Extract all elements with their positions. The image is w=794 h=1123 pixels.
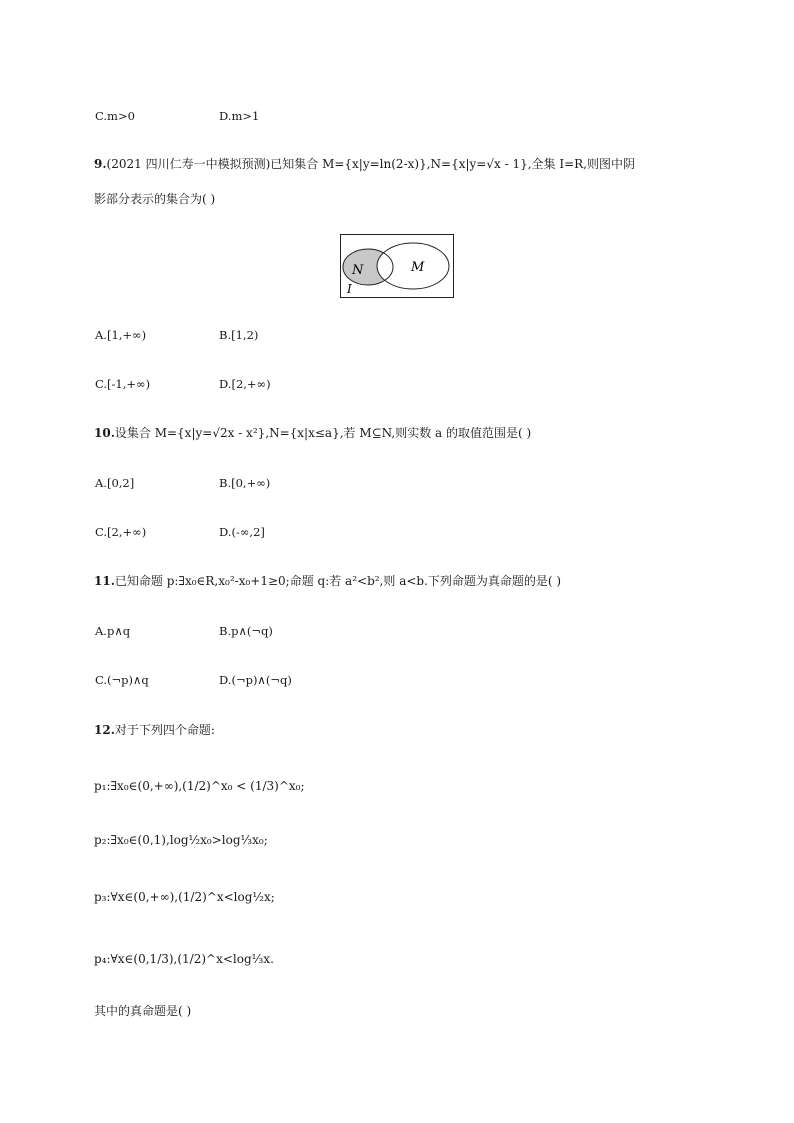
question-9-number: 9. xyxy=(94,157,107,171)
q10-option-a: A.[0,2] xyxy=(95,476,135,490)
question-11 xyxy=(94,573,561,589)
q9-option-b: B.[1,2) xyxy=(219,328,259,342)
question-12 xyxy=(94,722,215,738)
venn-label-i: I xyxy=(347,282,352,296)
q9-option-c: C.[-1,+∞) xyxy=(95,377,151,391)
question-11-text: 已知命题 p:∃x₀∈R,x₀²-x₀+1≥0;命题 q:若 a²<b²,则 a<b.下列命题为真命题的是( ) xyxy=(114,574,562,588)
proposition-p3: p₃:∀x∈(0,+∞),(1/2)^x<log½x; xyxy=(94,890,275,904)
option-c: C.m>0 xyxy=(95,109,135,123)
q10-option-d: D.(-∞,2] xyxy=(219,525,265,539)
question-9-line-1 xyxy=(94,156,635,172)
question-12-intro: 对于下列四个命题: xyxy=(114,723,215,737)
q11-option-b: B.p∧(¬q) xyxy=(219,624,273,638)
question-9-text-1: (2021 四川仁寿一中模拟预测)已知集合 M={x|y=ln(2-x)},N={x|y=√x - 1},全集 I=R,则图中阴 xyxy=(106,157,635,171)
q9-option-a: A.[1,+∞) xyxy=(95,328,147,342)
q10-option-c: C.[2,+∞) xyxy=(95,525,147,539)
question-10-number: 10. xyxy=(94,426,115,440)
proposition-p2: p₂:∃x₀∈(0,1),log½x₀>log⅓x₀; xyxy=(94,833,268,847)
question-12-prompt: 其中的真命题是( ) xyxy=(94,1004,192,1018)
venn-label-n: N xyxy=(352,263,364,278)
q10-option-b: B.[0,+∞) xyxy=(219,476,271,490)
q11-option-d: D.(¬p)∧(¬q) xyxy=(219,673,292,687)
q11-option-a: A.p∧q xyxy=(95,624,131,638)
q9-option-d: D.[2,+∞) xyxy=(219,377,271,391)
question-12-number: 12. xyxy=(94,723,115,737)
question-10 xyxy=(94,425,531,441)
question-10-text: 设集合 M={x|y=√2x - x²},N={x|x≤a},若 M⊆N,则实数 a 的取值范围是( ) xyxy=(114,426,532,440)
question-11-number: 11. xyxy=(94,574,115,588)
option-d: D.m>1 xyxy=(219,109,260,123)
q11-option-c: C.(¬p)∧q xyxy=(95,673,149,687)
proposition-p1: p₁:∃x₀∈(0,+∞),(1/2)^x₀ < (1/3)^x₀; xyxy=(94,779,305,793)
proposition-p4: p₄:∀x∈(0,1/3),(1/2)^x<log⅓x. xyxy=(94,952,274,966)
venn-label-m: M xyxy=(411,260,425,275)
question-9-line-2: 影部分表示的集合为( ) xyxy=(94,192,216,206)
venn-diagram xyxy=(340,234,454,298)
